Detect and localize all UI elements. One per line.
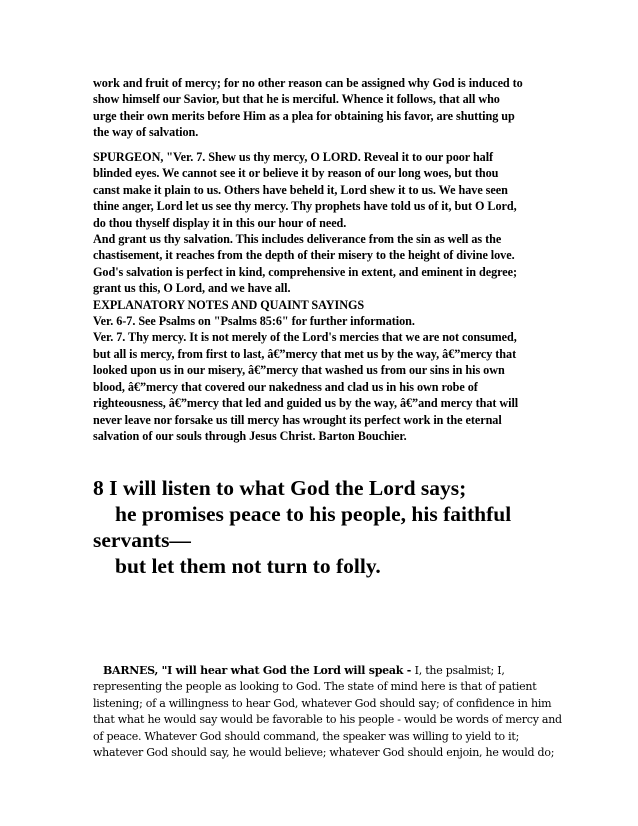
section-heading: EXPLANATORY NOTES AND QUAINT SAYINGS [93, 297, 365, 312]
text-line: grant us this, O Lord, and we have all. [93, 281, 291, 296]
text-line: Ver. 7. Thy mercy. It is not merely of the Lord's mercies that we are not consumed, [93, 330, 517, 345]
text-line: God's salvation is perfect in kind, comprehensive in extent, and eminent in degree; [93, 264, 517, 279]
barnes-line-rest: I, the psalmist; I, [414, 664, 505, 677]
text-line: do thou thyself display it in this our hour of need. [93, 215, 347, 230]
text-line: blood, â€”mercy that covered our nakedness and clad us in his own robe of [93, 379, 478, 394]
text-line: salvation of our souls through Jesus Christ. Barton Bouchier. [93, 428, 407, 443]
text-line: And grant us thy salvation. This includes deliverance from the sin as well as the [93, 232, 502, 247]
text-line: representing the people as looking to God. The state of mind here is that of patient [93, 680, 537, 694]
text-line: of peace. Whatever God should command, the speaker was willing to yield to it; [93, 729, 520, 743]
text-line: show himself our Savior, but that he is merciful. Whence it follows, that all who [93, 92, 500, 107]
text-line: the way of salvation. [93, 125, 199, 140]
commentary-paragraph-barnes [93, 663, 563, 761]
verse-heading [93, 475, 553, 579]
commentary-paragraph-calvin [93, 75, 553, 141]
text-line: whatever God should say, he would believe; whatever God should enjoin, he would do; [93, 746, 555, 760]
text-line [93, 663, 563, 679]
text-line: listening; of a willingness to hear God, whatever God should say; of confidence in him [93, 696, 552, 710]
text-line: but all is mercy, from first to last, â€”mercy that met us by the way, â€”mercy that [93, 346, 517, 361]
text-line: Ver. 6-7. See Psalms on "Psalms 85:6" for further information. [93, 314, 415, 329]
verse-line: 8 I will listen to what God the Lord says; [93, 476, 467, 500]
barnes-lead: BARNES, "I will hear what God the Lord will speak - [103, 664, 415, 677]
text-line: chastisement, it reaches from the depth of their misery to the height of divine love. [93, 248, 515, 263]
commentary-paragraph-spurgeon [93, 149, 553, 444]
verse-line: he promises peace to his people, his faithful [115, 502, 512, 526]
verse-line: but let them not turn to folly. [115, 554, 381, 578]
text-line: looked upon us in our misery, â€”mercy that washed us from our sins in his own [93, 363, 505, 378]
text-line: canst make it plain to us. Others have beheld it, Lord shew it to us. We have seen [93, 182, 508, 197]
text-line: urge their own merits before Him as a plea for obtaining his favor, are shutting up [93, 108, 515, 123]
verse-line: servants— [93, 528, 191, 552]
text-line: work and fruit of mercy; for no other reason can be assigned why God is induced to [93, 76, 523, 90]
text-line: righteousness, â€”mercy that led and guided us by the way, â€”and mercy that will [93, 396, 519, 411]
text-line: blinded eyes. We cannot see it or believe it by reason of our long woes, but thou [93, 166, 499, 181]
text-line: SPURGEON, "Ver. 7. Shew us thy mercy, O LORD. Reveal it to our poor half [93, 150, 494, 164]
text-line: that what he would say would be favorable to his people - would be words of mercy and [93, 713, 562, 727]
text-line: never leave nor forsake us till mercy has wrought its perfect work in the eternal [93, 412, 502, 427]
text-line: thine anger, Lord let us see thy mercy. Thy prophets have told us of it, but O Lord, [93, 199, 517, 214]
